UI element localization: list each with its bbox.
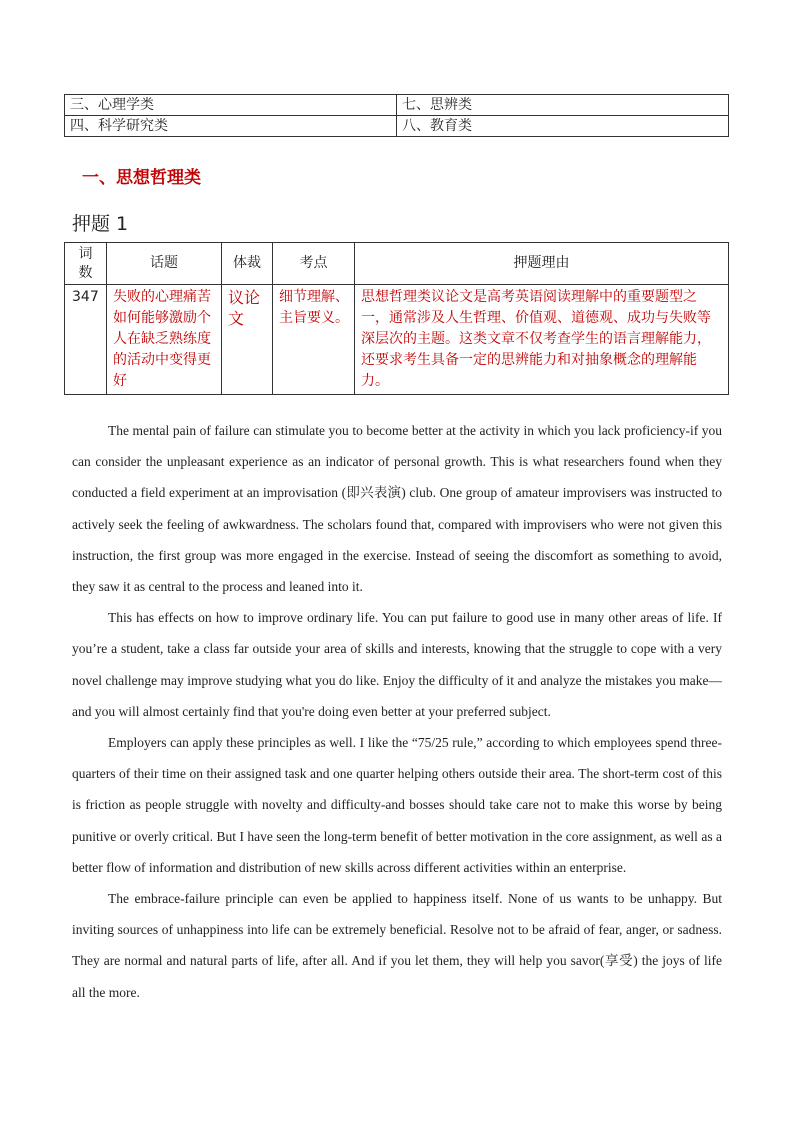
table-row [65,95,729,116]
table-row [65,116,729,137]
header-points: 考点 [273,243,355,285]
passage-paragraph: The mental pain of failure can stimulate you to become better at the activity in which you lack proficiency-if you can consider the unpleasant experience as an indicator of personal growth. This is what researchers found when they conducted a field experiment at an improvisation (即兴表演) club. One group of amateur improvisers was instructed to actively seek the feeling of awkwardness. The scholars found that, compared with improvisers who were not given this instruction, the first group was more engaged in the exercise. Instead of seeing the discomfort as something to avoid, they saw it as central to the process and leaned into it. [72,423,722,595]
genre-cell: 议论文 [222,285,273,395]
category-cell: 七、思辨类 [397,95,729,116]
header-genre: 体裁 [222,243,273,285]
sub-title: 押题 1 [72,213,129,235]
table-row [65,285,729,395]
header-reason: 押题理由 [355,243,729,285]
header-topic: 话题 [107,243,222,285]
topic-cell: 失败的心理痛苦如何能够激励个人在缺乏熟练度的活动中变得更好 [107,285,222,395]
category-cell: 八、教育类 [397,116,729,137]
passage-paragraph: The embrace-failure principle can even be applied to happiness itself. None of us wants to be unhappy. But inviting sources of unhappiness into life can be extremely beneficial. Resolve not to be afraid of fear, anger, or sadness. They are normal and natural parts of life, after all. And if you let them, they will help you savor(享受) the joys of life all the more. [72,891,722,1000]
category-cell: 四、科学研究类 [65,116,397,137]
reading-passage [72,415,722,1008]
section-title: 一、思想哲理类 [82,168,201,188]
category-cell: 三、心理学类 [65,95,397,116]
prediction-info-table [64,242,729,395]
reason-cell: 思想哲理类议论文是高考英语阅读理解中的重要题型之一，通常涉及人生哲理、价值观、道德观、成功与失败等深层次的主题。这类文章不仅考查学生的语言理解能力，还要求考生具备一定的思辨能力和对抽象概念的理解能力。 [355,285,729,395]
passage-paragraph: Employers can apply these principles as well. I like the “75/25 rule,” according to which employees spend three-quarters of their time on their assigned task and one quarter helping others outside their area. The short-term cost of this is friction as people struggle with novelty and difficulty-and bosses should take care not to make this worse by being punitive or overly critical. But I have seen the long-term benefit of better motivation in the core assignment, as well as a better flow of information and distribution of new skills across different activities within an enterprise. [72,735,722,875]
word-count-cell: 347 [65,285,107,395]
header-word-count: 词数 [65,243,107,285]
points-cell: 细节理解、主旨要义。 [273,285,355,395]
passage-paragraph: This has effects on how to improve ordinary life. You can put failure to good use in many other areas of life. If you’re a student, take a class far outside your area of skills and interests, knowing that the struggle to cope with a very novel challenge may improve studying what you do like. Enjoy the difficulty of it and analyze the mistakes you make—and you will almost certainly find that you're doing even better at your preferred subject. [72,610,722,719]
category-table [64,94,729,137]
table-header-row [65,243,729,285]
